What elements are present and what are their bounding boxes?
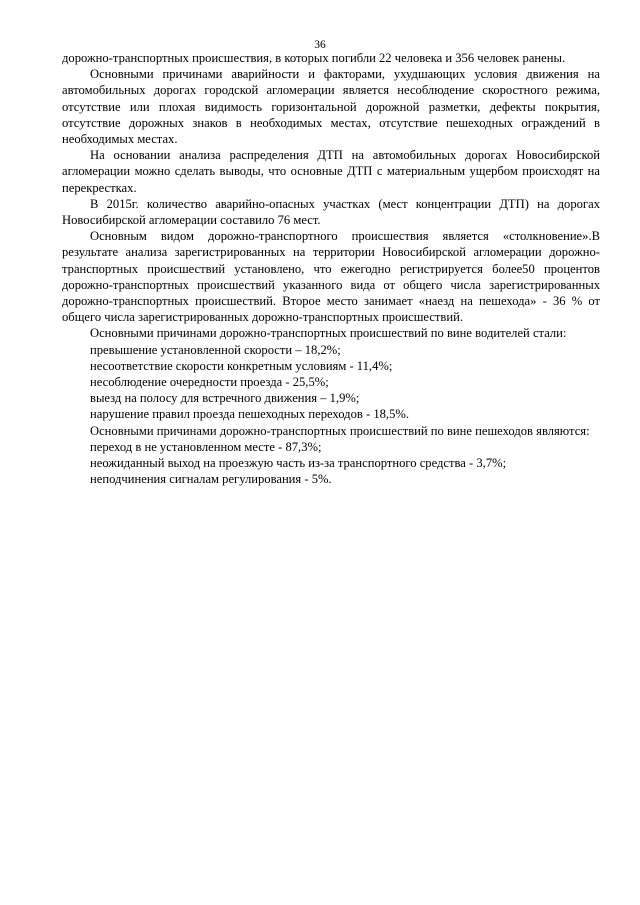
paragraph-pedestrian-causes-intro: Основными причинами дорожно-транспортных происшествий по вине пешеходов являются: [90, 423, 590, 438]
paragraph-distribution-analysis: На основании анализа распределения ДТП на автомобильных дорогах Новосибирской агломерации можно сделать выводы, что основные ДТП с материальным ущербом происходят на перекрестках. [62, 148, 600, 195]
list-item-driver-cause: несоответствие скорости конкретным условиям - 11,4%; [90, 358, 393, 373]
document-body [62, 50, 600, 487]
paragraph-driver-causes-intro: Основными причинами дорожно-транспортных происшествий по вине водителей стали: [90, 326, 567, 341]
paragraph-continuation: дорожно-транспортных происшествия, в которых погибли 22 человека и 356 человек ранены. [62, 51, 566, 65]
list-item-driver-cause: выезд на полосу для встречного движения – 1,9%; [90, 391, 360, 406]
paragraph-accident-causes: Основными причинами аварийности и факторами, ухудшающих условия движения на автомобильных дорогах городской агломерации является несоблюдение скоростного режима, отсутствие или плохая видимость горизонтальной дорожной разметки, дефекты покрытия, отсутствие дорожных знаков в необходимых местах, отсутствие пешеходных ограждений в необходимых местах. [62, 67, 600, 147]
list-item-pedestrian-cause: неожиданный выход на проезжую часть из-за транспортного средства - 3,7%; [90, 456, 507, 471]
paragraph-accident-types: Основным видом дорожно-транспортного происшествия является «столкновение».В результате анализа зарегистрированных на территории Новосибирской агломерации дорожно-транспортных происшествий установлено, что ежегодно регистрируется более50 процентов дорожно-транспортных происшествий указанного вида от общего числа зарегистрированных дорожно-транспортных происшествий. Второе место занимает «наезд на пешехода» - 36 % от общего числа зарегистрированных дорожно-транспортных происшествий. [62, 229, 600, 325]
list-item-pedestrian-cause: неподчинения сигналам регулирования - 5%. [90, 472, 332, 487]
list-item-driver-cause: нарушение правил проезда пешеходных переходов - 18,5%. [90, 407, 410, 422]
list-item-pedestrian-cause: переход в не установленном месте - 87,3%; [90, 439, 322, 454]
list-item-driver-cause: несоблюдение очередности проезда - 25,5%; [90, 375, 329, 390]
page-number: 36 [314, 39, 326, 51]
paragraph-dangerous-sites: В 2015г. количество аварийно-опасных участках (мест концентрации ДТП) на дорогах Новосибирской агломерации составило 76 мест. [62, 196, 600, 228]
list-item-driver-cause: превышение установленной скорости – 18,2%; [90, 342, 341, 357]
